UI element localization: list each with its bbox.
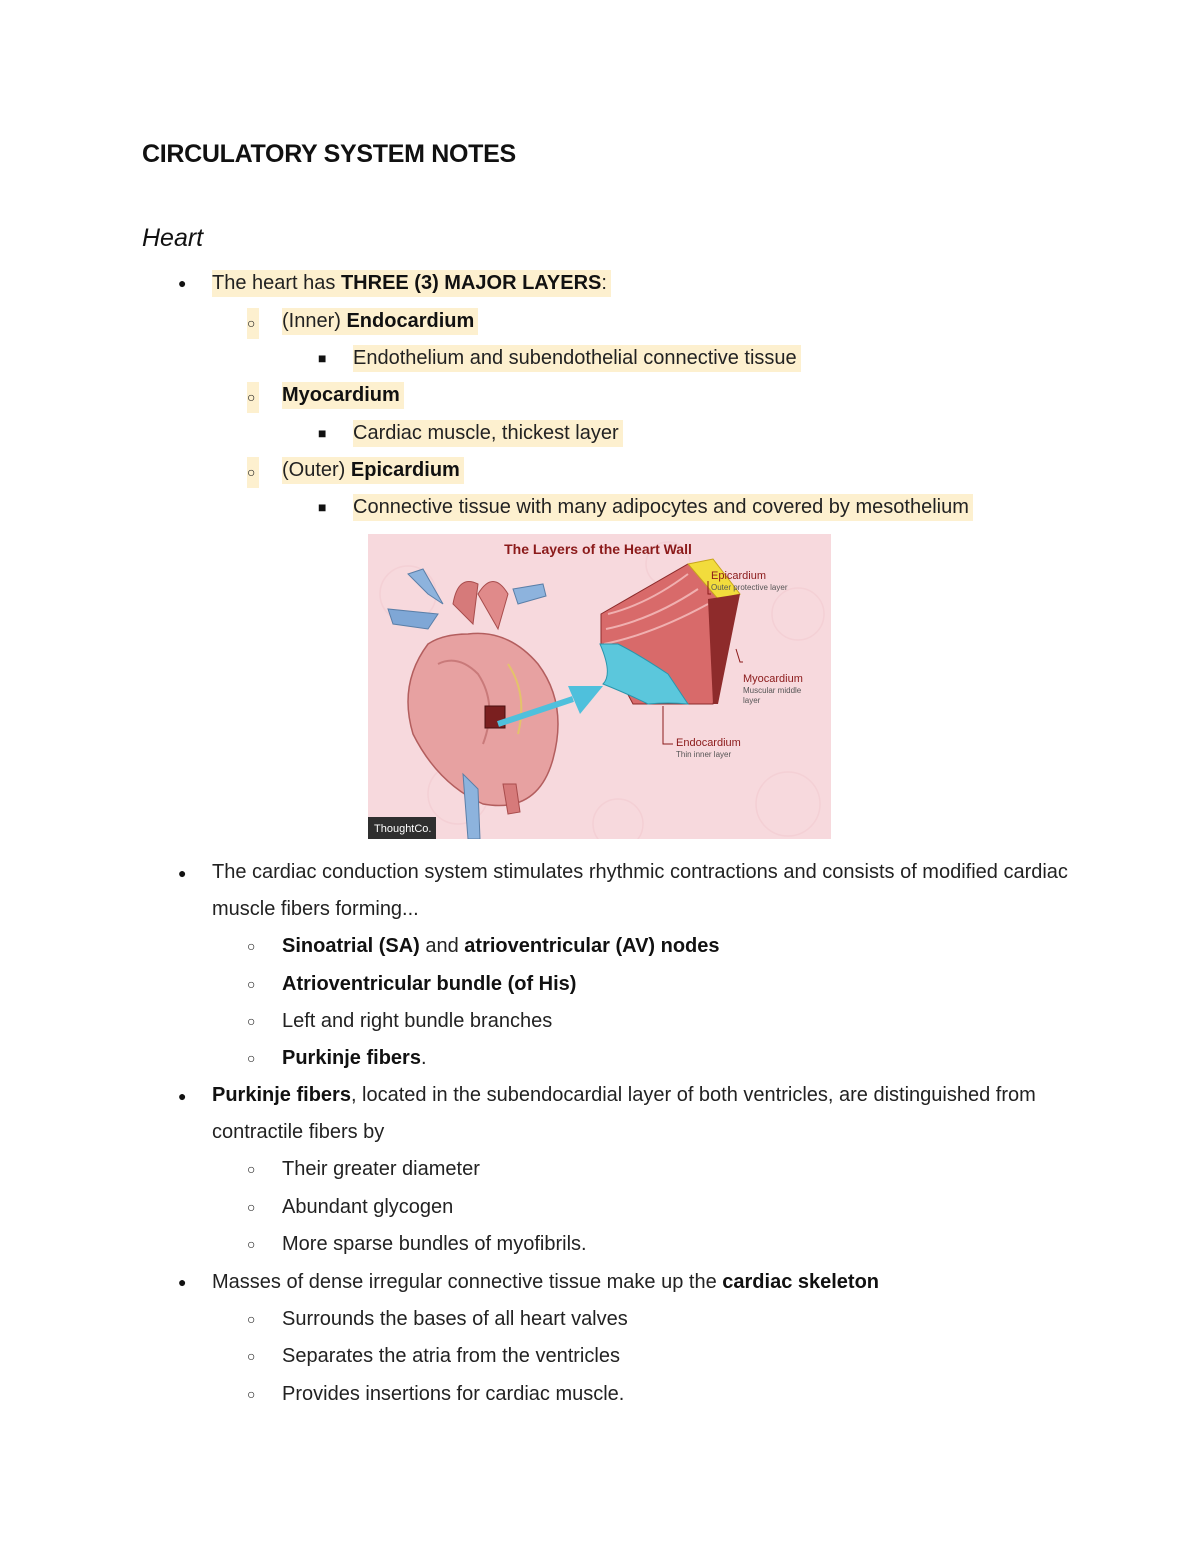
purkinje-paragraph: Purkinje fibers, located in the subendocardial layer of both ventricles, are distinguished from contractile fibers by: [212, 1084, 1036, 1143]
purkinje-item: More sparse bundles of myofibrils.: [282, 1233, 587, 1255]
myocardium-label: Myocardium: [743, 673, 803, 685]
bullet-dot-icon: ●: [178, 1274, 187, 1290]
bullet-circle-icon: ○: [247, 1161, 256, 1177]
bullet-dot-icon: ●: [178, 275, 187, 291]
myocardium-sublabel: Muscular middle: [743, 686, 802, 695]
section-heading-heart: Heart: [142, 224, 204, 252]
skeleton-item: Surrounds the bases of all heart valves: [282, 1308, 628, 1330]
bullet-dot-icon: ●: [178, 1088, 187, 1104]
layer-inner-detail: Endothelium and subendothelial connective tissue: [353, 345, 801, 371]
conduction-item-nodes: Sinoatrial (SA) and atrioventricular (AV) nodes: [282, 935, 720, 957]
layers-intro: The heart has THREE (3) MAJOR LAYERS:: [212, 270, 611, 296]
bullet-circle-icon: ○: [247, 976, 256, 992]
conduction-paragraph: The cardiac conduction system stimulates rhythmic contractions and consists of modified cardiac muscle fibers forming...: [212, 861, 1068, 920]
epicardium-label: Epicardium: [711, 570, 767, 582]
bullet-circle-icon: ○: [247, 1236, 256, 1252]
bullet-circle-icon: ○: [247, 1348, 256, 1364]
bullet-circle-icon: ○: [247, 1050, 256, 1066]
skeleton-paragraph: Masses of dense irregular connective tissue make up the cardiac skeleton: [212, 1271, 880, 1293]
brand-logo: ThoughtCo.: [374, 823, 432, 835]
bullet-circle-icon: ○: [247, 938, 256, 954]
endocardium-sublabel: Thin inner layer: [676, 750, 732, 759]
bullet-square-icon: ■: [318, 425, 327, 441]
bullet-circle-icon: ○: [247, 1199, 256, 1215]
bullet-circle-icon: ○: [247, 1013, 256, 1029]
endocardium-label: Endocardium: [676, 737, 741, 749]
layer-outer-detail: Connective tissue with many adipocytes and covered by mesothelium: [353, 494, 973, 520]
conduction-item-branches: Left and right bundle branches: [282, 1010, 553, 1032]
purkinje-item: Abundant glycogen: [282, 1196, 454, 1218]
bullet-circle-icon: ○: [247, 1386, 256, 1402]
bullet-circle-icon: ○: [247, 382, 259, 413]
heart-wall-layers-figure: [368, 534, 831, 839]
conduction-item-purkinje: Purkinje fibers.: [282, 1047, 427, 1069]
skeleton-item: Separates the atria from the ventricles: [282, 1345, 620, 1367]
layer-outer: (Outer) Epicardium: [282, 457, 464, 483]
document-title: CIRCULATORY SYSTEM NOTES: [142, 140, 516, 168]
bullet-circle-icon: ○: [247, 457, 259, 488]
bullet-circle-icon: ○: [247, 1311, 256, 1327]
layer-middle: Myocardium: [282, 382, 404, 408]
layer-inner: (Inner) Endocardium: [282, 308, 478, 334]
conduction-item-bundle: Atrioventricular bundle (of His): [282, 973, 577, 995]
bullet-dot-icon: ●: [178, 865, 187, 881]
layer-middle-detail: Cardiac muscle, thickest layer: [353, 420, 623, 446]
bullet-circle-icon: ○: [247, 308, 259, 339]
figure-title: The Layers of the Heart Wall: [504, 541, 692, 557]
epicardium-sublabel: Outer protective layer: [711, 583, 788, 592]
bullet-square-icon: ■: [318, 499, 327, 515]
purkinje-item: Their greater diameter: [282, 1158, 480, 1180]
skeleton-item: Provides insertions for cardiac muscle.: [282, 1383, 625, 1405]
myocardium-sublabel-2: layer: [743, 696, 761, 705]
bullet-square-icon: ■: [318, 350, 327, 366]
